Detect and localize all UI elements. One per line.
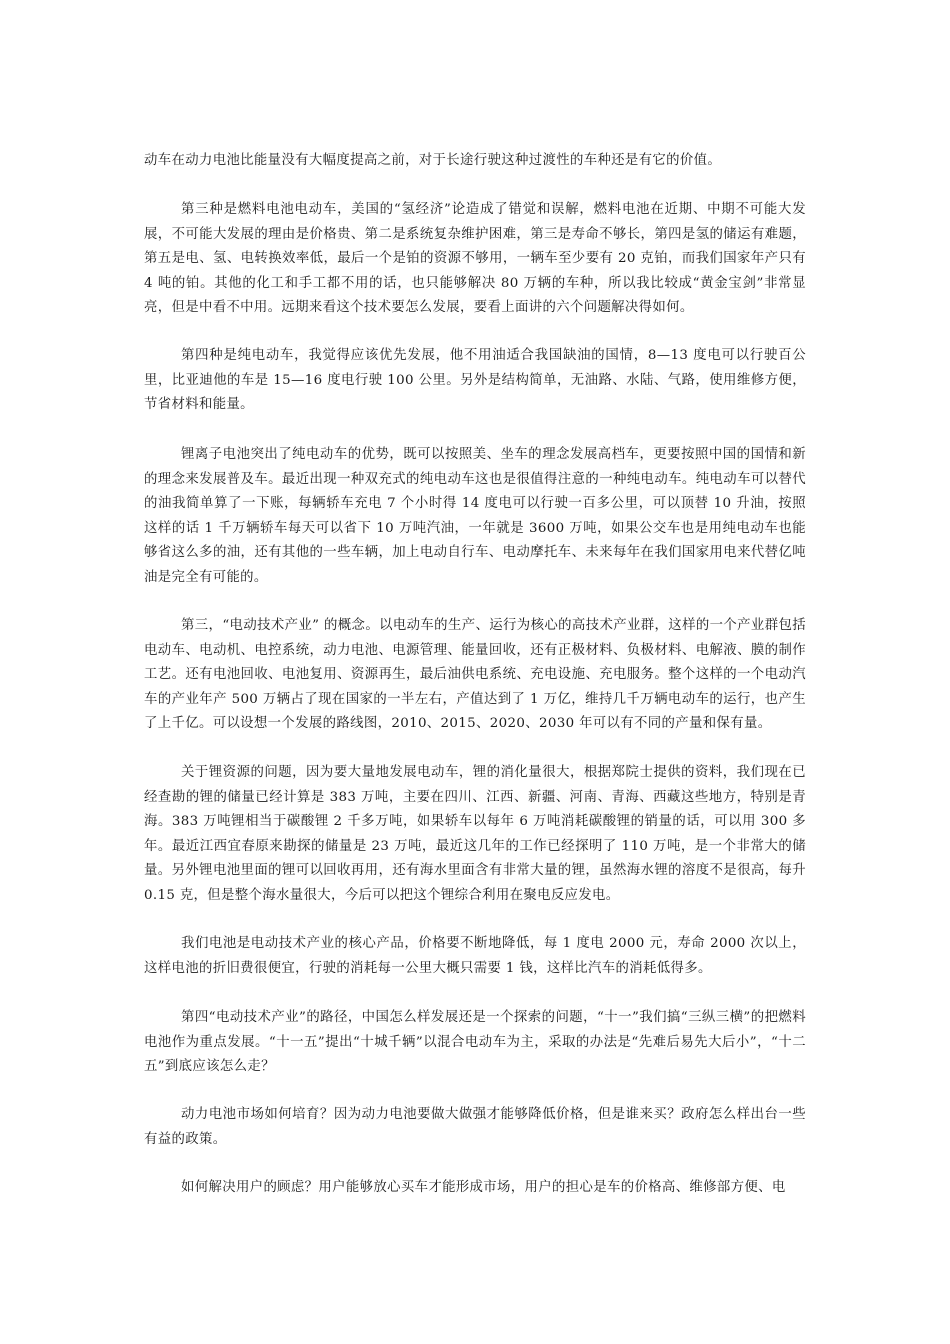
paragraph-5: 第三，“电动技术产业” 的概念。以电动车的生产、运行为核心的高技术产业群，这样的一个产业群包括电动车、电动机、电控系统，动力电池、电源管理、能量回收，还有正极材料、负极材料、电解液、膜的制作工艺。还有电池回收、电池复用、资源再生，最后油供电系统、充电设施、充电服务。整个这样的一个电动汽车的产业年产 500 万辆占了现在国家的一半左右，产值达到了 1 万亿，维持几千万辆电动车的运行，也产生了上千亿。可以设想一个发展的路线图，2010、2015、2020、2030 年可以有不同的产量和保有量。 [144, 618, 806, 731]
paragraph-3: 第四种是纯电动车，我觉得应该优先发展，他不用油适合我国缺油的国情，8—13 度电可以行驶百公里，比亚迪他的车是 15—16 度电行驶 100 公里。另外是结构简单，无油路、水陆、气路，使用维修方便，节省材料和能量。 [144, 348, 806, 412]
paragraph-7: 我们电池是电动技术产业的核心产品，价格要不断地降低，每 1 度电 2000 元，寿命 2000 次以上，这样电池的折旧费很便宜，行驶的消耗每一公里大概只需要 1 钱，这样比汽车的消耗低得多。 [144, 936, 806, 976]
paragraph-1: 动车在动力电池比能量没有大幅度提高之前，对于长途行驶这种过渡性的车种还是有它的价值。 [144, 153, 722, 168]
paragraph-6: 关于锂资源的问题，因为要大量地发展电动车，锂的消化量很大，根据郑院士提供的资料，我们现在已经查勘的锂的储量已经计算是 383 万吨，主要在四川、江西、新疆、河南、青海、西藏这些地方，特别是青海。383 万吨锂相当于碳酸锂 2 千多万吨，如果轿车以每年 6 万吨消耗碳酸锂的销量的话，可以用 300 多年。最近江西宜春原来勘探的储量是 23 万吨，最近这几年的工作已经探明了 110 万吨，是一个非常大的储量。另外锂电池里面的锂可以回收再用，还有海水里面含有非常大量的锂，虽然海水锂的溶度不是很高，每升 0.15 克，但是整个海水量很大，今后可以把这个锂综合利用在聚电反应发电。 [144, 765, 806, 903]
paragraph-4: 锂离子电池突出了纯电动车的优势，既可以按照美、坐车的理念发展高档车，更要按照中国的国情和新的理念来发展普及车。最近出现一种双充式的纯电动车这也是很值得注意的一种纯电动车。纯电动车可以替代的油我简单算了一下账，每辆轿车充电 7 个小时得 14 度电可以行驶一百多公里，可以顶替 10 升油，按照这样的话 1 千万辆轿车每天可以省下 10 万吨汽油，一年就是 3600 万吨，如果公交车也是用纯电动车也能够省这么多的油，还有其他的一些车辆，加上电动自行车、电动摩托车、未来每年在我们国家用电来代替亿吨油是完全有可能的。 [144, 447, 806, 585]
paragraph-10: 如何解决用户的顾虑？用户能够放心买车才能形成市场，用户的担心是车的价格高、维修部方便、电 [181, 1180, 786, 1195]
paragraph-2: 第三种是燃料电池电动车，美国的“氢经济”论造成了错觉和误解，燃料电池在近期、中期不可能大发展，不可能大发展的理由是价格贵、第二是系统复杂维护困难，第三是寿命不够长，第四是氢的储运有难题，第五是电、氢、电转换效率低，最后一个是铂的资源不够用，一辆车至少要有 20 克铂，而我们国家年产只有 4 吨的铂。其他的化工和手工都不用的话，也只能够解决 80 万辆的车种，所以我比较成“黄金宝剑”非常显亮，但是中看不中用。远期来看这个技术要怎么发展，要看上面讲的六个问题解决得如何。 [144, 202, 806, 315]
paragraph-8: 第四“电动技术产业”的路径，中国怎么样发展还是一个探索的问题，“十一”我们搞“三纵三横”的把燃料电池作为重点发展。“十一五”提出“十城千辆”以混合电动车为主，采取的办法是“先难后易先大后小”，“十二五”到底应该怎么走？ [144, 1010, 806, 1074]
paragraph-9: 动力电池市场如何培育？因为动力电池要做大做强才能够降低价格，但是谁来买？政府怎么样出台一些有益的政策。 [144, 1107, 806, 1147]
